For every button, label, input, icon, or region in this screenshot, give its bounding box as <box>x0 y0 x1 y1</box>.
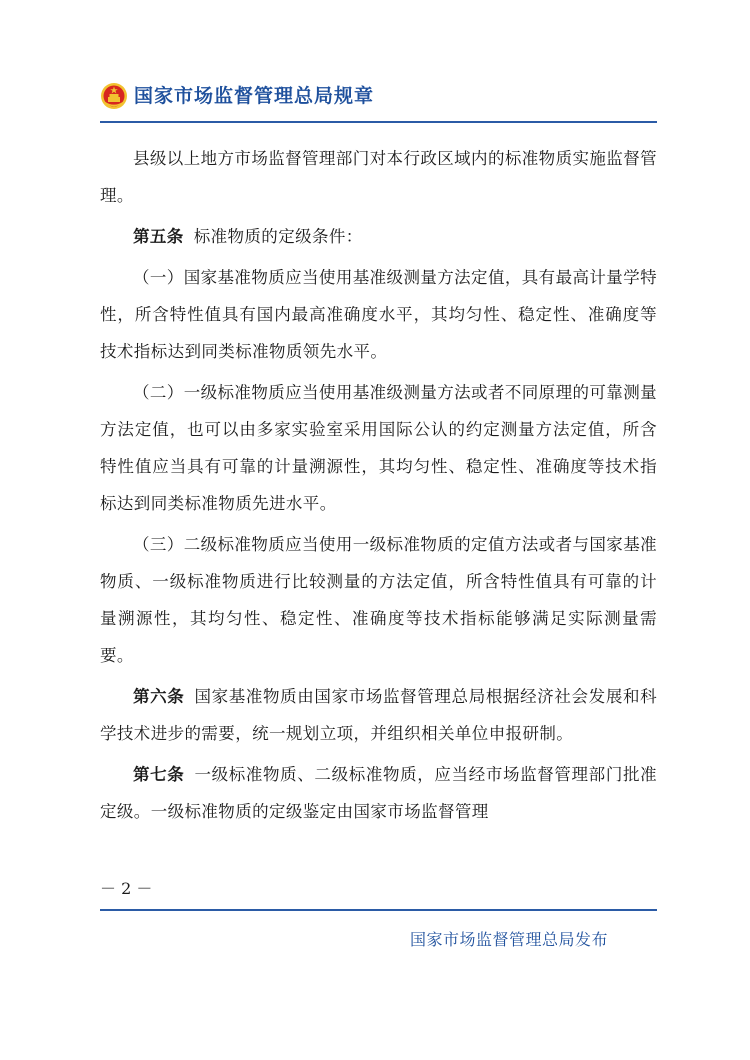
document-body <box>100 140 657 834</box>
footer-divider <box>100 909 657 911</box>
paragraph: （一）国家基准物质应当使用基准级测量方法定值，具有最高计量学特性，所含特性值具有国内最高准确度水平，其均匀性、稳定性、准确度等技术指标达到同类标准物质领先水平。 <box>100 268 657 361</box>
header-title: 国家市场监督管理总局规章 <box>134 85 375 107</box>
paragraph: （三）二级标准物质应当使用一级标准物质的定值方法或者与国家基准物质、一级标准物质进行比较测量的方法定值，所含特性值具有可靠的计量溯源性，其均匀性、稳定性、准确度等技术指标能够满足实际测量需要。 <box>100 535 657 665</box>
header-divider <box>100 121 657 123</box>
article-label: 第六条 <box>133 687 185 706</box>
national-emblem-icon <box>100 82 128 110</box>
paragraph: 县级以上地方市场监督管理部门对本行政区域内的标准物质实施监督管理。 <box>100 149 657 205</box>
article-label: 第五条 <box>133 227 184 246</box>
article-text: 一级标准物质、二级标准物质，应当经市场监督管理部门批准定级。一级标准物质的定级鉴定由国家市场监督管理 <box>100 765 657 821</box>
article-label: 第七条 <box>133 765 185 784</box>
article-paragraph <box>100 756 657 830</box>
document-header <box>100 78 660 120</box>
article-paragraph <box>100 678 657 752</box>
page-number: － 2 － <box>100 879 153 898</box>
article-paragraph <box>100 218 657 255</box>
footer-publisher: 国家市场监督管理总局发布 <box>410 930 609 949</box>
paragraph: （二）一级标准物质应当使用基准级测量方法或者不同原理的可靠测量方法定值，也可以由多家实验室采用国际公认的约定测量方法定值，所含特性值应当具有可靠的计量溯源性，其均匀性、稳定性、准确度等技术指标达到同类标准物质先进水平。 <box>100 383 657 513</box>
article-text: 标准物质的定级条件： <box>193 227 363 246</box>
article-text: 国家基准物质由国家市场监督管理总局根据经济社会发展和科学技术进步的需要，统一规划立项，并组织相关单位申报研制。 <box>100 687 657 743</box>
